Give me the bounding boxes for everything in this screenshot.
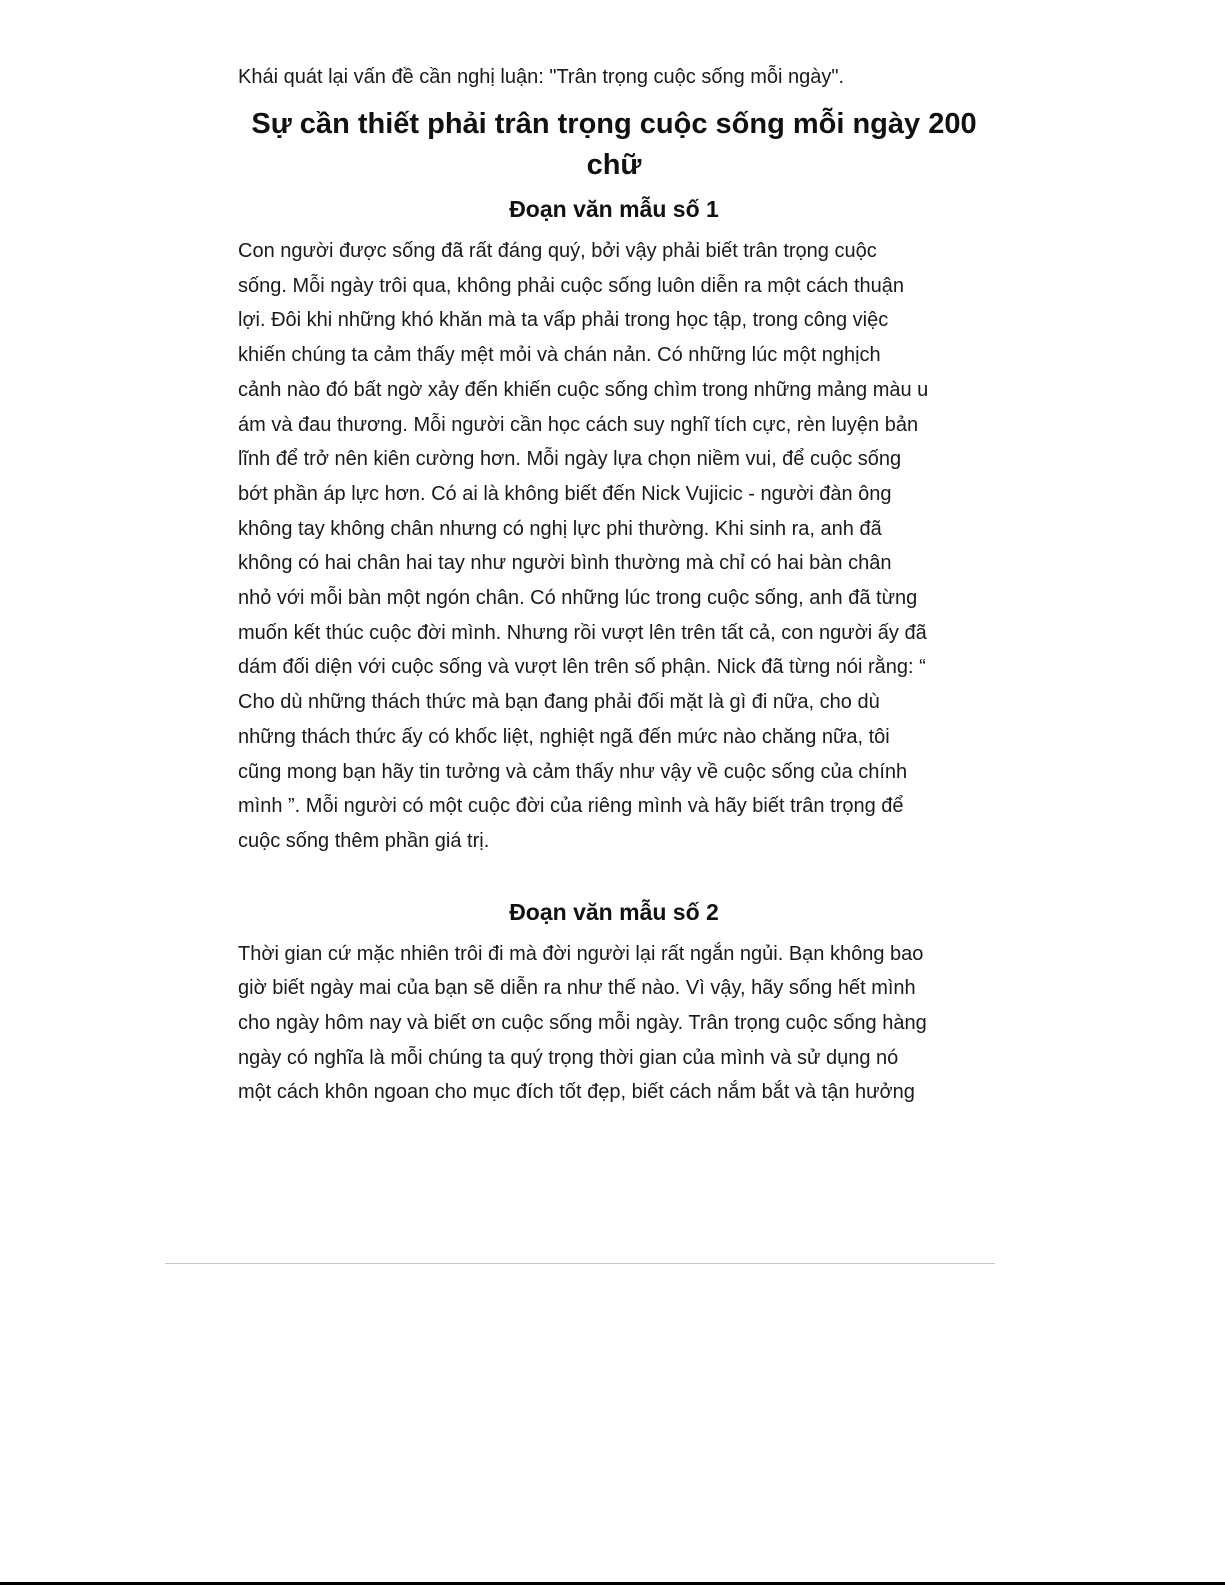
text-line: lĩnh để trở nên kiên cường hơn. Mỗi ngày lựa chọn niềm vui, để cuộc sống	[238, 448, 902, 471]
intro-text: Khái quát lại vấn đề cần nghị luận: "Trân trọng cuộc sống mỗi ngày".	[238, 66, 845, 88]
paragraph-sample-2	[238, 937, 990, 1111]
text-line: Con người được sống đã rất đáng quý, bởi vậy phải biết trân trọng cuộc	[238, 240, 877, 262]
document-page	[238, 60, 990, 1110]
text-line: khiến chúng ta cảm thấy mệt mỏi và chán nản. Có những lúc một nghịch	[238, 344, 881, 367]
paragraph-gap	[238, 859, 990, 895]
text-line: sống. Mỗi ngày trôi qua, không phải cuộc sống luôn diễn ra một cách thuận	[238, 274, 904, 297]
text-line: Thời gian cứ mặc nhiên trôi đi mà đời người lại rất ngắn ngủi. Bạn không bao	[238, 942, 924, 965]
page-title	[238, 104, 990, 186]
text-line: ngày có nghĩa là mỗi chúng ta quý trọng thời gian của mình và sử dụng nó	[238, 1046, 899, 1069]
section-heading-2: Đoạn văn mẫu số 2	[509, 898, 719, 925]
title-line: chữ	[586, 149, 642, 181]
section-heading-1: Đoạn văn mẫu số 1	[509, 196, 719, 222]
text-line: mình ”. Mỗi người có một cuộc đời của riêng mình và hãy biết trân trọng để	[238, 795, 904, 818]
text-line: Cho dù những thách thức mà bạn đang phải đối mặt là gì đi nữa, cho dù	[238, 691, 880, 714]
text-line: cho ngày hôm nay và biết ơn cuộc sống mỗi ngày. Trân trọng cuộc sống hàng	[238, 1012, 927, 1035]
text-line: cảnh nào đó bất ngờ xảy đến khiến cuộc sống chìm trong những mảng màu u	[238, 378, 929, 401]
page-divider	[165, 1263, 995, 1264]
paragraph-sample-1	[238, 234, 990, 859]
text-line: dám đối diện với cuộc sống và vượt lên trên số phận. Nick đã từng nói rằng: “	[238, 656, 926, 679]
text-line: những thách thức ấy có khốc liệt, nghiệt ngã đến mức nào chăng nữa, tôi	[238, 725, 890, 748]
text-line: nhỏ với mỗi bàn một ngón chân. Có những lúc trong cuộc sống, anh đã từng	[238, 587, 918, 610]
text-line: bớt phần áp lực hơn. Có ai là không biết đến Nick Vujicic - người đàn ông	[238, 482, 892, 505]
text-line: một cách khôn ngoan cho mục đích tốt đẹp, biết cách nắm bắt và tận hưởng	[238, 1081, 915, 1104]
text-line: muốn kết thúc cuộc đời mình. Nhưng rồi vượt lên trên tất cả, con người ấy đã	[238, 621, 927, 644]
title-line: Sự cần thiết phải trân trọng cuộc sống mỗi ngày 200	[251, 108, 977, 140]
text-line: không có hai chân hai tay như người bình thường mà chỉ có hai bàn chân	[238, 552, 892, 575]
text-line: giờ biết ngày mai của bạn sẽ diễn ra như thế nào. Vì vậy, hãy sống hết mình	[238, 977, 916, 1000]
text-line: cũng mong bạn hãy tin tưởng và cảm thấy như vậy về cuộc sống của chính	[238, 760, 908, 783]
text-line: không tay không chân nhưng có nghị lực phi thường. Khi sinh ra, anh đã	[238, 517, 882, 540]
text-line: ám và đau thương. Mỗi người cần học cách suy nghĩ tích cực, rèn luyện bản	[238, 413, 919, 436]
text-line: lợi. Đôi khi những khó khăn mà ta vấp phải trong học tập, trong công việc	[238, 309, 889, 332]
text-line: cuộc sống thêm phần giá trị.	[238, 829, 490, 852]
